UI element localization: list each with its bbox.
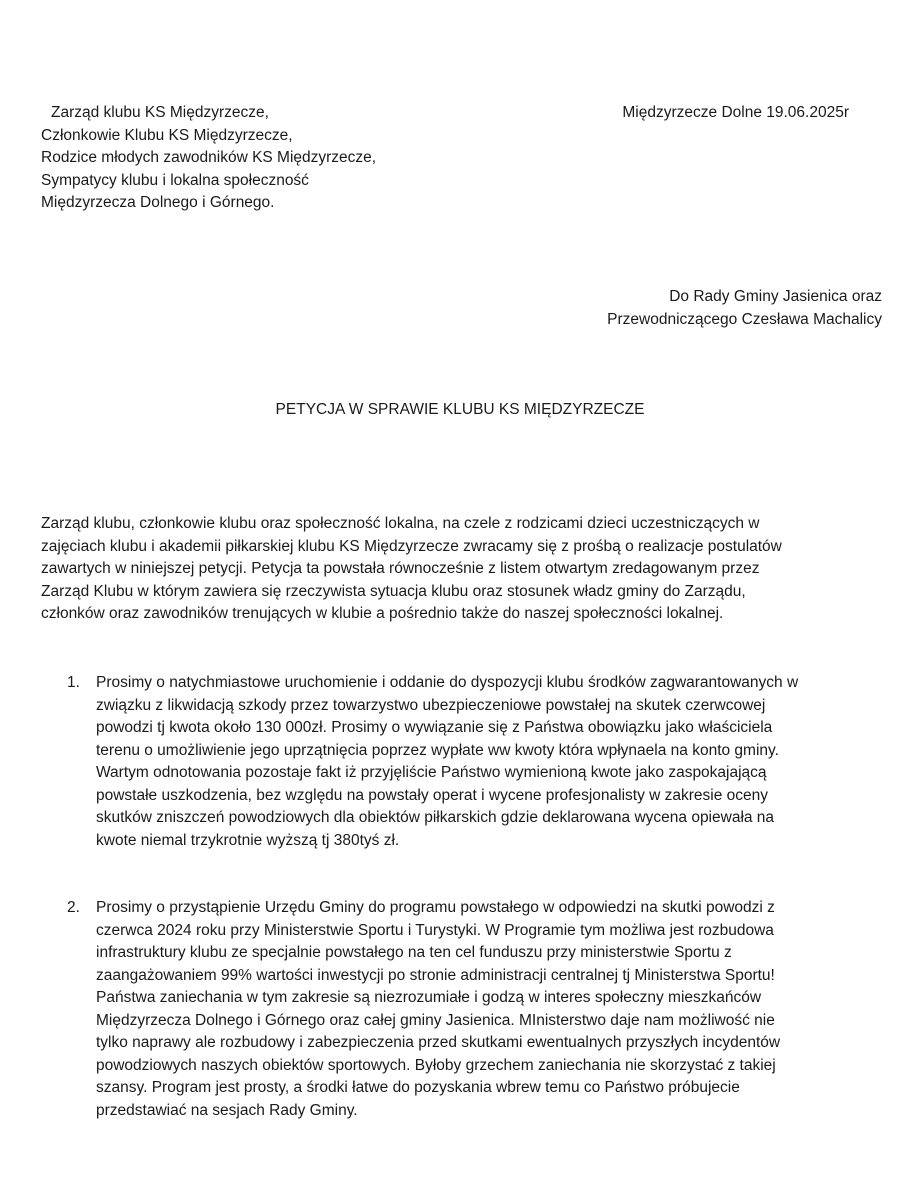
demand-line: Prosimy o natychmiastowe uruchomienie i oddanie do dyspozycji klubu środków zagwarantowanych w (96, 674, 799, 691)
demand-line: Państwa zaniechania w tym zakresie są niezrozumiałe i godzą w interes społeczny mieszkańców (96, 989, 762, 1006)
sender-line: Międzyrzecza Dolnego i Górnego. (41, 194, 275, 211)
paragraph-line: Zarząd klubu, członkowie klubu oraz społeczność lokalna, na czele z rodzicami dzieci uczestniczących w (41, 515, 760, 532)
demand-line: Wartym odnotowania pozostaje fakt iż przyjęliście Państwo wymienioną kwote jako zaspokajającą (96, 764, 767, 781)
demand-line: zaangażowaniem 99% wartości inwestycji po stronie administracji centralnej tj Ministerstwa Sportu! (96, 966, 775, 984)
sender-line: Członkowie Klubu KS Międzyrzecze, (41, 126, 293, 144)
demand-line: Prosimy o przystąpienie Urzędu Gminy do programu powstałego w odpowiedzi na skutki powodzi z (96, 899, 775, 916)
demand-line: przedstawiać na sesjach Rady Gminy. (96, 1101, 358, 1119)
demand-line: infrastruktury klubu ze specjalnie powstałego na ten cel funduszu przy ministerstwie Sportu z (96, 944, 732, 961)
demand-line: szansy. Program jest prosty, a środki łatwe do pozyskania wbrew temu co Państwo próbujecie (96, 1079, 740, 1096)
paragraph-line: członków oraz zawodników trenujących w klubie a pośrednio także do naszej społeczności lokalnej. (41, 605, 724, 622)
recipient-line: Do Rady Gminy Jasienica oraz (669, 288, 882, 305)
paragraph-line: zajęciach klubu i akademii piłkarskiej klubu KS Międzyrzecze zwracamy się z prośbą o realizacje postulatów (41, 537, 782, 555)
demand-line: powodziowych naszych obiektów sportowych. Byłoby grzechem zaniechania nie skorzystać z takiej (96, 1056, 776, 1074)
demand-line: terenu o umożliwienie jego uprzątnięcia poprzez wypłate ww kwoty która wpłynaela na konto gminy. (96, 741, 779, 759)
demand-line: Międzyrzecza Dolnego i Górnego oraz całej gminy Jasienica. MInisterstwo daje nam możliwość nie (96, 1011, 775, 1029)
paragraph-line: zawartych w niniejszej petycji. Petycja ta powstała równocześnie z listem otwartym zredagowanym przez (41, 560, 760, 577)
demand-line: tylko naprawy ale rozbudowy i zabezpieczenia przed skutkami ewentualnych przyszłych incydentów (96, 1034, 781, 1051)
sender-line: Rodzice młodych zawodników KS Międzyrzecze, (41, 149, 377, 166)
demand-line: powodzi tj kwota około 130 000zł. Prosimy o wywiązanie się z Państwa obowiązku jako właściciela (96, 719, 773, 736)
document-title: PETYCJA W SPRAWIE KLUBU KS MIĘDZYRZECZE (275, 401, 645, 418)
intro-paragraph (41, 513, 861, 626)
place-and-date: Międzyrzecze Dolne 19.06.2025r (622, 104, 849, 121)
demand-line: czerwca 2024 roku przy Ministerstwie Sportu i Turystyki. W Programie tym możliwa jest rozbudowa (96, 921, 774, 939)
paragraph-line: Zarząd Klubu w którym zawiera się rzeczywista sytuacja klubu oraz stosunek władz gminy do Zarządu, (41, 582, 746, 600)
demand-item (41, 897, 901, 1122)
demand-number: 1. (67, 674, 80, 691)
recipient-block (607, 286, 882, 331)
sender-block (41, 102, 461, 215)
recipient-line: Przewodniczącego Czesława Machalicy (607, 310, 882, 328)
demand-line: kwote niemal trzykrotnie wyższą tj 380tyś zł. (96, 831, 400, 849)
demand-item (41, 672, 901, 852)
demand-number: 2. (67, 899, 80, 916)
demands-list (41, 672, 901, 1122)
demand-line: powstałe uszkodzenia, bez względu na powstały operat i wycene profesjonalisty w zakresie oceny (96, 786, 769, 804)
sender-line: Zarząd klubu KS Międzyrzecze, (51, 104, 269, 121)
sender-line: Sympatycy klubu i lokalna społeczność (41, 171, 309, 189)
demand-line: skutków zniszczeń powodziowych dla obiektów piłkarskich gdzie deklarowana wycena opiewała na (96, 809, 775, 826)
demand-line: związku z likwidacją szkody przez towarzystwo ubezpieczeniowe powstałej na skutek czerwcowej (96, 696, 766, 714)
